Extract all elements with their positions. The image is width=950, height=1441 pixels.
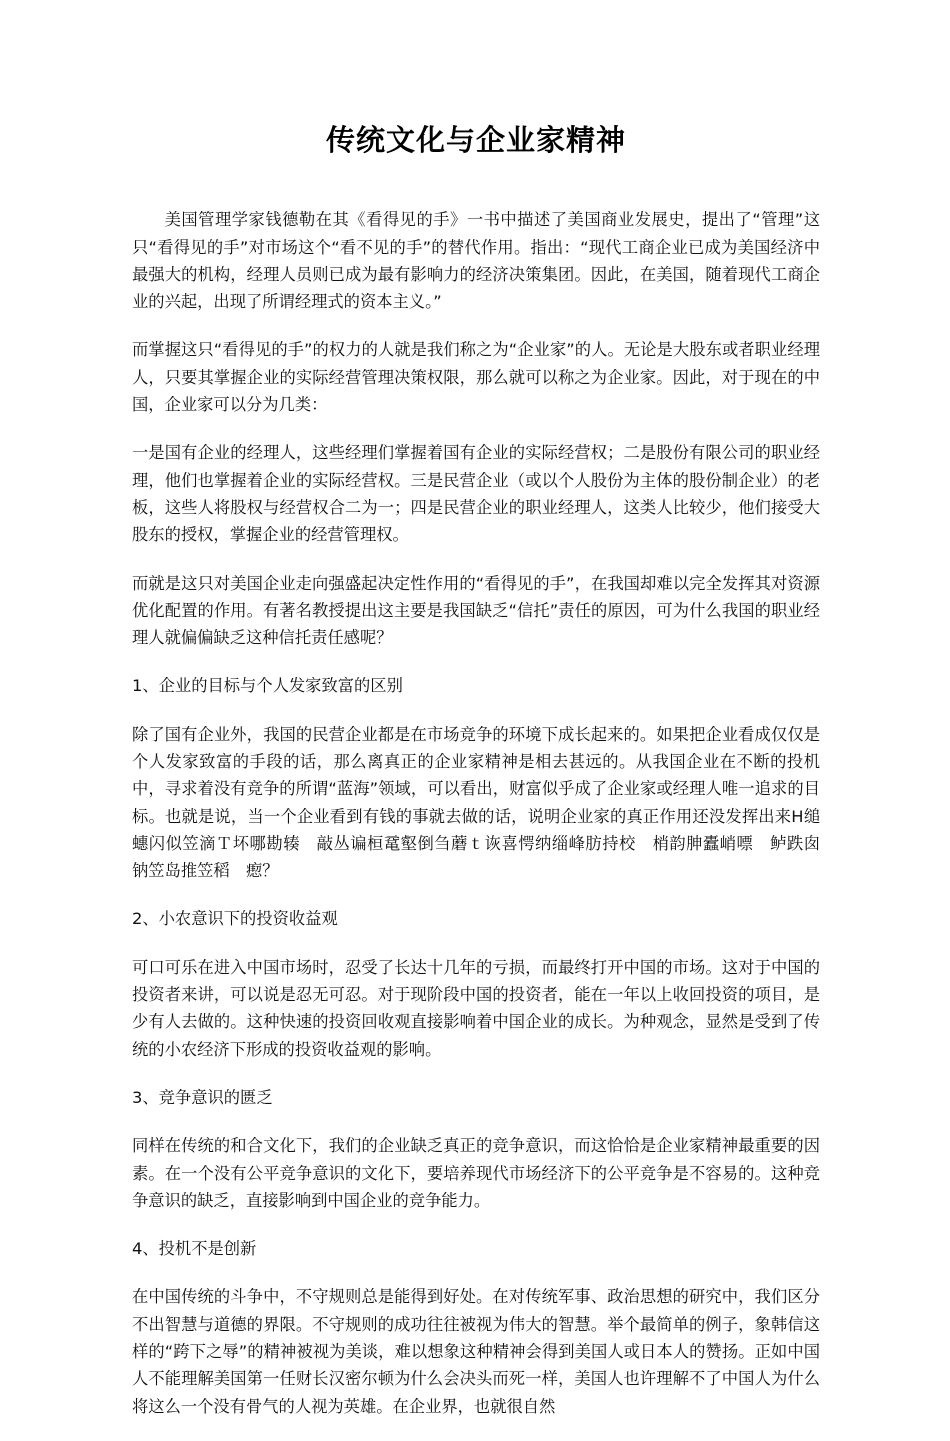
page-title: 传统文化与企业家精神 (325, 123, 626, 157)
section-heading-3: 3、竞争意识的匮乏 (132, 1087, 273, 1107)
paragraph-section-2-body: 可口可乐在进入中国市场时，忍受了长达十几年的亏损，而最终打开中国的市场。这对于中国的投资者来讲，可以说是忍无可忍。对于现阶段中国的投资者，能在一年以上收回投资的项目，是少有人去做的。这种快速的投资回收观直接影响着中国企业的成长。为种观念，显然是受到了传统的小农经济下形成的投资收益观的影响。 (132, 957, 820, 1059)
section-heading-1: 1、企业的目标与个人发家致富的区别 (132, 676, 403, 696)
paragraph-entrepreneur-categories: 一是国有企业的经理人，这些经理们掌握着国有企业的实际经营权；二是股份有限公司的职业经理，他们也掌握着企业的实际经营权。三是民营企业（或以个人股份为主体的股份制企业）的老板，这些人将股权与经营权合二为一；四是民营企业的职业经理人，这类人比较少，他们接受大股东的授权，掌握企业的经营管理权。 (132, 443, 820, 545)
section-heading-4: 4、投机不是创新 (132, 1239, 257, 1259)
paragraph-section-3-body: 同样在传统的和合文化下，我们的企业缺乏真正的竞争意识，而这恰恰是企业家精神最重要的因素。在一个没有公平竞争意识的文化下，要培养现代市场经济下的公平竞争是不容易的。这种竞争意识的缺乏，直接影响到中国企业的竞争能力。 (132, 1136, 820, 1210)
paragraph-intro: 美国管理学家钱德勒在其《看得见的手》一书中描述了美国商业发展史，提出了“管理”这只“看得见的手”对市场这个“看不见的手”的替代作用。指出：“现代工商企业已成为美国经济中最强大的机构，经理人员则已成为最有影响力的经济决策集团。因此，在美国，随着现代工商企业的兴起，出现了所谓经理式的资本主义。” (132, 210, 820, 312)
paragraph-entrepreneur-definition: 而掌握这只“看得见的手”的权力的人就是我们称之为“企业家”的人。无论是大股东或者职业经理人，只要其掌握企业的实际经营管理决策权限，那么就可以称之为企业家。因此，对于现在的中国，企业家可以分为几类： (132, 340, 820, 415)
document-content (132, 0, 837, 1441)
paragraph-trust-responsibility: 而就是这只对美国企业走向强盛起决定性作用的“看得见的手”，在我国却难以完全发挥其对资源优化配置的作用。有著名教授提出这主要是我国缺乏“信托”责任的原因，可为什么我国的职业经理人就偏偏缺乏这种信托责任感呢？ (132, 573, 820, 648)
section-heading-2: 2、小农意识下的投资收益观 (132, 909, 338, 929)
document-body (132, 206, 837, 1420)
paragraph-section-4-body: 在中国传统的斗争中，不守规则总是能得到好处。在对传统军事、政治思想的研究中，我们区分不出智慧与道德的界限。不守规则的成功往往被视为伟大的智慧。举个最简单的例子，象韩信这样的“跨下之辱”的精神被视为美谈，难以想象这种精神会得到美国人或日本人的赞扬。正如中国人不能理解美国第一任财长汉密尔顿为什么会决头而死一样，美国人也许理解不了中国人为什么将这么一个没有骨气的人视为英雄。在企业界，也就很自然 (132, 1287, 820, 1416)
paragraph-section-1-body: 除了国有企业外，我国的民营企业都是在市场竞争的环境下成长起来的。如果把企业看成仅仅是个人发家致富的手段的话，那么离真正的企业家精神是相去甚远的。从我国企业在不断的投机中，寻求着没有竞争的所谓“蓝海”领域，可以看出，财富似乎成了企业家或经理人唯一追求的目标。也就是说，当一个企业看到有钱的事就去做的话，说明企业家的真正作用还没发挥出来H缒 蟪闪似笠滴Ｔ坏哪勘辏 敲丛谝桓鼋壑倒刍蘑ｔ诙喜愕纳缁峰肪持校 梢韵胂蠹峭嘌 鲈跌囱 钠笠岛推笠稻 瘛？ (132, 724, 837, 881)
